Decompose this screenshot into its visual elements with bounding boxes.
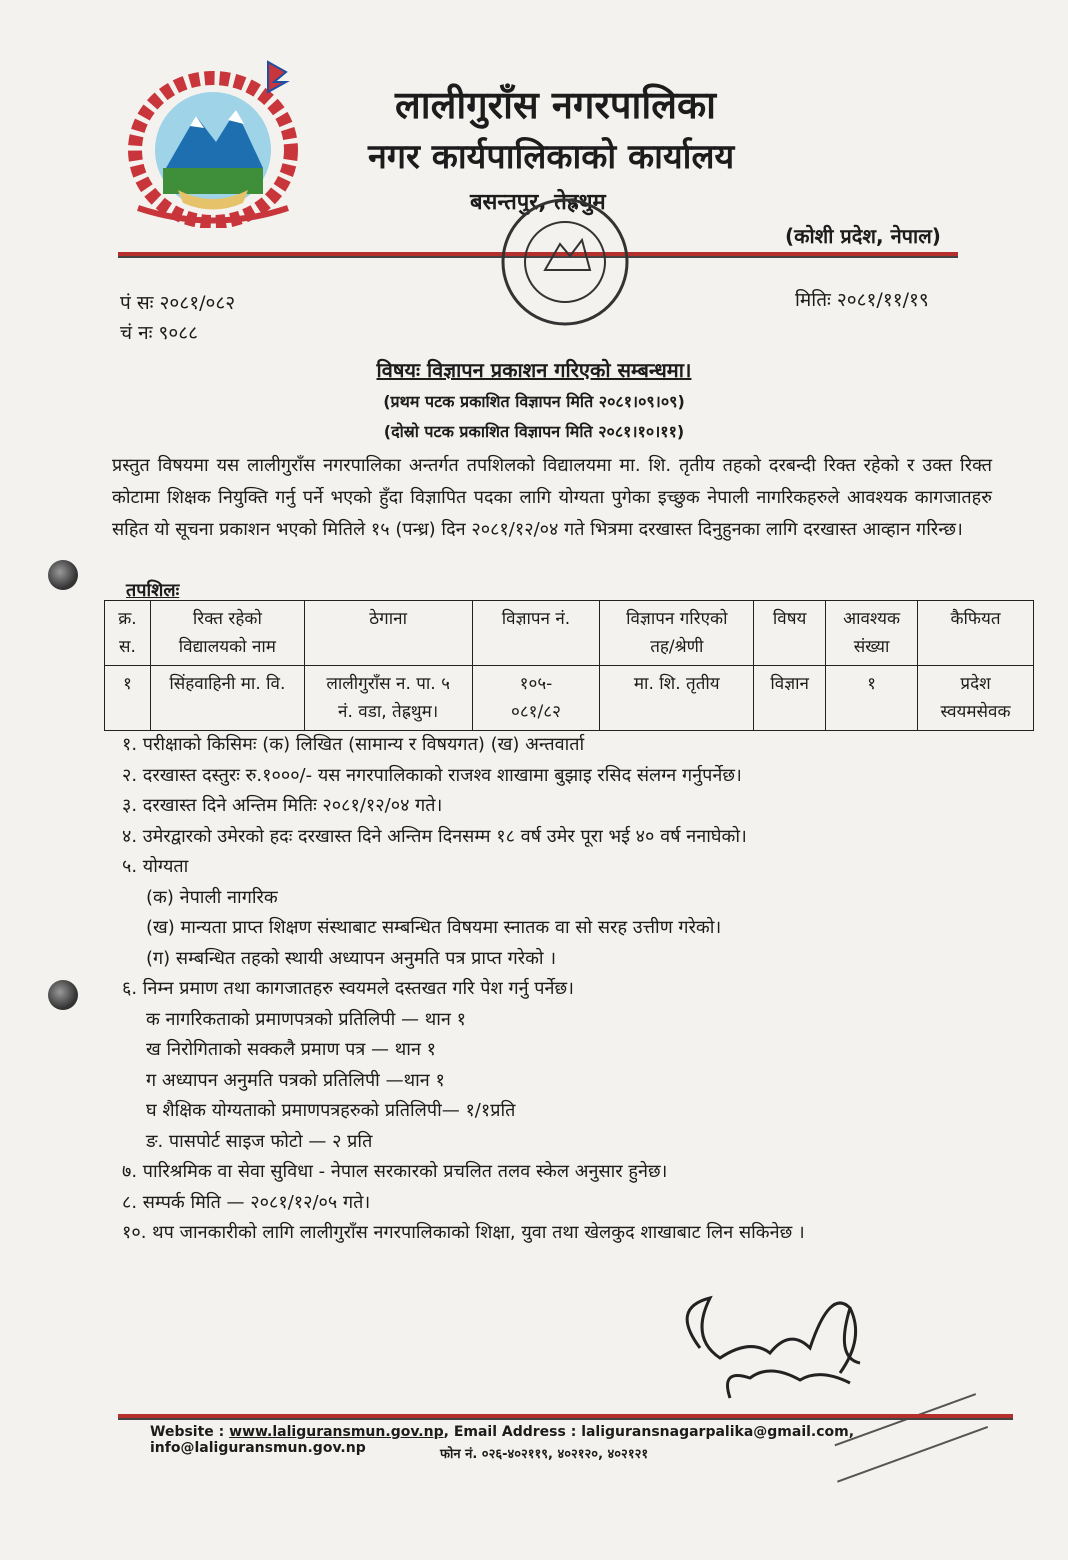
list-item: २. दरखास्त दस्तुरः रु.१०००/- यस नगरपालिकाको राजश्व शाखामा बुझाइ रसिद संलग्न गर्नुपर्नेछ। (122, 764, 742, 786)
dispatch-number: चं नः ९०८८ (120, 322, 199, 344)
list-item: ७. पारिश्रमिक वा सेवा सुविधा - नेपाल सरकारको प्रचलित तलव स्केल अनुसार हुनेछ। (122, 1161, 668, 1182)
office-stamp-icon (490, 192, 640, 332)
table-header-row (105, 601, 1034, 666)
office-location: बसन्तपुर, तेह्रथुम (470, 190, 606, 215)
table-cell: विज्ञान (754, 666, 826, 731)
list-item: क नागरिकताको प्रमाणपत्रको प्रतिलिपी — थान १ (146, 1008, 466, 1030)
table-cell: सिंहवाहिनी मा. वि. (150, 666, 304, 731)
table-cell: १०५- ०८१/८२ (472, 666, 600, 731)
table-cell: मा. शि. तृतीय (600, 666, 754, 731)
punch-hole (48, 980, 78, 1010)
table-cell: १ (826, 666, 918, 731)
list-item: ग अध्यापन अनुमति पत्रको प्रतिलिपी —थान १ (146, 1069, 445, 1091)
header-cell: क्र. स. (105, 601, 151, 666)
header-cell: कैफियत (918, 601, 1034, 666)
province-label: (कोशी प्रदेश, नेपाल) (785, 224, 941, 248)
phone-numbers: फोन नं. ०२६-४०२११९, ४०२१२०, ४०२१२१ (440, 1447, 649, 1462)
first-publication-date: (प्रथम पटक प्रकाशित विज्ञापन मिति २०८१।०९।०९) (383, 392, 685, 411)
conditions-list (122, 730, 805, 1249)
second-publication-date: (दोस्रो पटक प्रकाशित विज्ञापन मिति २०८१।१०।११) (383, 422, 685, 441)
footer-contact: Website : www.laliguransmun.gov.np, Email Address : laliguransnagarpalika@gmail.com, info@laliguransmun.gov.np (150, 1424, 855, 1456)
header-cell: रिक्त रहेको विद्यालयको नाम (150, 601, 304, 666)
table-row (105, 666, 1034, 731)
header-cell: ठेगाना (304, 601, 472, 666)
list-item: घ शैक्षिक योग्यताको प्रमाणपत्रहरुको प्रतिलिपी— १/१प्रति (146, 1100, 516, 1121)
header-cell: विज्ञापन नं. (472, 601, 600, 666)
notice-body: प्रस्तुत विषयमा यस लालीगुराँस नगरपालिका अन्तर्गत तपशिलको विद्यालयमा मा. शि. तृतीय तहको दरबन्दी रिक्त रहेको र उक्त रिक्त कोटामा शिक्षक नियुक्ति गर्नु पर्ने भएको हुँदा विज्ञापित पदका लागि योग्यता पुगेका इच्छुक नेपाली नागरिकहरुले आवश्यक कागजातहरु सहित यो सूचना प्रकाशन भएको मितिले १५ (पन्ध्र) दिन २०८१/१२/०४ गते भित्रमा दरखास्त दिनुहुनका लागि दरखास्त आव्हान गरिन्छ। (112, 455, 992, 540)
table-cell: प्रदेश स्वयमसेवक (918, 666, 1034, 731)
list-item: ५. योग्यता (122, 856, 189, 877)
list-item: १. परीक्षाको किसिमः (क) लिखित (सामान्य र विषयगत) (ख) अन्तवार्ता (122, 734, 585, 755)
list-item: ४. उमेरद्वारको उमेरको हदः दरखास्त दिने अन्तिम दिनसम्म १८ वर्ष उमेर पूरा भई ४० वर्ष ननाघेको। (122, 825, 747, 847)
header-cell: विषय (754, 601, 826, 666)
list-item: (ख) मान्यता प्राप्त शिक्षण संस्थाबाट सम्बन्धित विषयमा स्नातक वा सो सरह उत्तीण गरेको। (146, 917, 722, 938)
subject-line: विषयः विज्ञापन प्रकाशन गरिएको सम्बन्धमा। (376, 358, 692, 382)
website-link[interactable]: www.laliguransmun.gov.np (229, 1424, 444, 1440)
table-cell: लालीगुराँस न. पा. ५ नं. वडा, तेह्रथुम। (304, 666, 472, 731)
list-item: ३. दरखास्त दिने अन्तिम मितिः २०८१/१२/०४ गते। (122, 795, 443, 816)
reference-block (120, 288, 235, 348)
list-item: ८. सम्पर्क मिति — २०८१/१२/०५ गते। (122, 1191, 371, 1213)
office-name: नगर कार्यपालिकाको कार्यालय (368, 137, 735, 177)
letter-date: मितिः २०८१/११/१९ (795, 289, 929, 311)
header-cell: आवश्यक संख्या (826, 601, 918, 666)
table-cell: १ (105, 666, 151, 731)
list-item: ६. निम्न प्रमाण तथा कागजातहरु स्वयमले दस्तखत गरि पेश गर्नु पर्नेछ। (122, 978, 574, 999)
nepal-emblem-icon (118, 58, 308, 228)
email-address[interactable]: laliguransnagarpalika@gmail.com, info@laliguransmun.gov.np (150, 1424, 855, 1456)
footer-divider (118, 1414, 1013, 1420)
list-item: ङ. पासपोर्ट साइज फोटो — २ प्रति (146, 1130, 373, 1152)
list-item: ख निरोगिताको सक्कलै प्रमाण पत्र — थान १ (146, 1039, 437, 1060)
municipality-name: लालीगुराँस नगरपालिका (395, 83, 716, 127)
fiscal-year-ref: पं सः २०८१/०८२ (120, 292, 236, 314)
list-item: (क) नेपाली नागरिक (146, 886, 278, 908)
details-label: तपशिलः (126, 580, 180, 601)
list-item: १०. थप जानकारीको लागि लालीगुराँस नगरपालिकाको शिक्षा, युवा तथा खेलकुद शाखाबाट लिन सकिनेछ । (122, 1222, 805, 1243)
list-item: (ग) सम्बन्धित तहको स्थायी अध्यापन अनुमति पत्र प्राप्त गरेको । (146, 947, 557, 969)
header-cell: विज्ञापन गरिएको तह/श्रेणी (600, 601, 754, 666)
vacancy-table (104, 600, 1034, 731)
punch-hole (48, 560, 78, 590)
